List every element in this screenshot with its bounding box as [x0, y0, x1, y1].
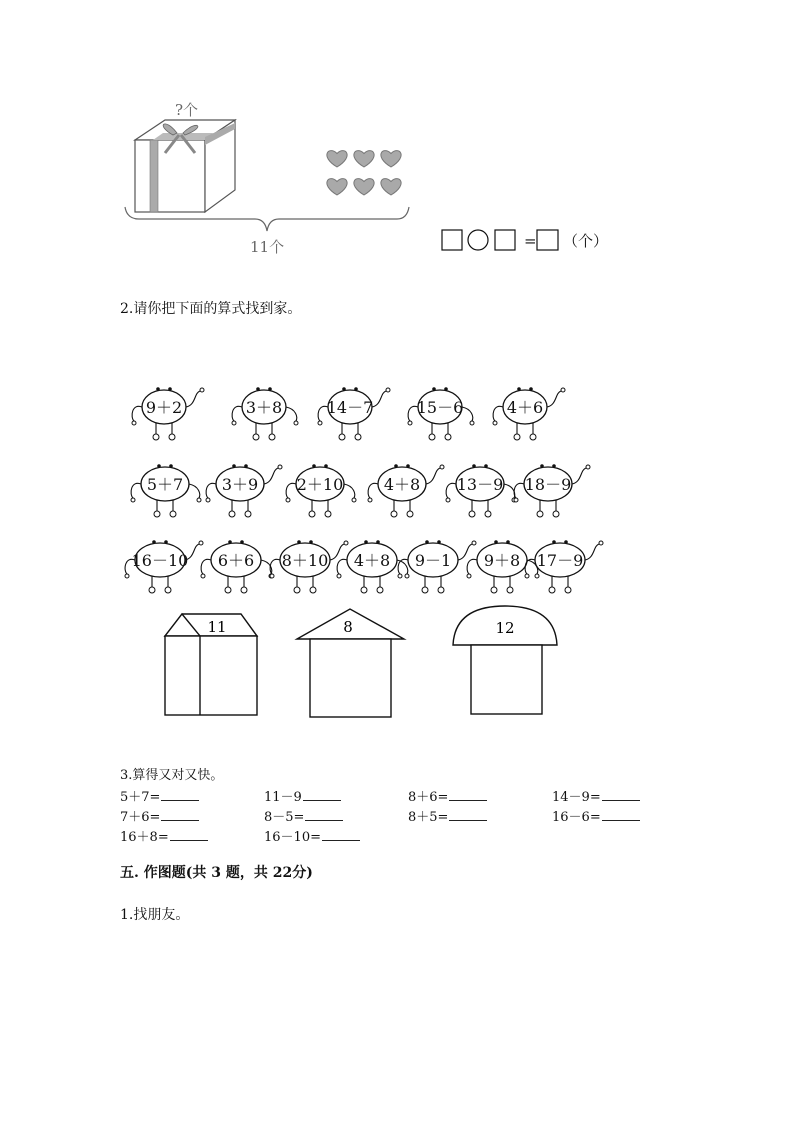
arith-item[interactable] [408, 786, 487, 805]
arith-expression: 8－5= [264, 810, 305, 825]
arith-expression: 16＋8= [120, 830, 169, 845]
arith-expression: 8＋6= [408, 790, 449, 805]
arith-item[interactable] [120, 826, 208, 845]
bug-expression: 4＋6 [506, 398, 544, 417]
bug-card[interactable] [286, 464, 356, 517]
arith-expression: 16－6= [552, 810, 601, 825]
answer-blank[interactable] [449, 788, 487, 801]
house-11-label: 11 [207, 618, 227, 636]
arith-expression: 8＋5= [408, 810, 449, 825]
bug-card[interactable] [398, 540, 476, 593]
arith-item[interactable] [408, 806, 487, 825]
bug-card[interactable] [132, 387, 204, 440]
arith-item[interactable] [264, 786, 341, 805]
bug-card[interactable] [232, 387, 298, 440]
bug-card[interactable] [125, 540, 203, 593]
arith-item[interactable] [552, 786, 640, 805]
bug-card[interactable] [493, 387, 565, 440]
heart-icon [327, 151, 347, 167]
answer-blank[interactable] [303, 788, 341, 801]
bug-expression: 13－9 [456, 475, 504, 494]
bug-card[interactable] [201, 540, 273, 593]
bug-card[interactable] [318, 387, 390, 440]
arith-item[interactable] [264, 826, 360, 845]
heart-icon [381, 151, 401, 167]
bugs-and-houses-figure [0, 370, 794, 720]
question-5-1-title: 1.找朋友。 [120, 907, 190, 923]
answer-box-2[interactable] [495, 230, 515, 250]
arith-row-3 [120, 826, 680, 844]
arith-item[interactable] [120, 786, 199, 805]
answer-box-3[interactable] [537, 230, 558, 250]
house-12-label: 12 [495, 619, 515, 637]
bug-expression: 9－1 [414, 551, 452, 570]
bug-expression: 9＋2 [145, 398, 183, 417]
bug-card[interactable] [206, 464, 282, 517]
bug-card[interactable] [270, 540, 348, 593]
bug-expression: 4＋8 [353, 551, 391, 570]
bug-expression: 18－9 [524, 475, 572, 494]
hearts-group [327, 151, 401, 195]
house-11[interactable] [165, 614, 257, 715]
heart-icon [381, 179, 401, 195]
arith-expression: 16－10= [264, 830, 321, 845]
unit-label: （个） [563, 232, 609, 250]
bug-expression: 16－10 [131, 551, 189, 570]
bug-expression: 14－7 [326, 398, 374, 417]
answer-blank[interactable] [170, 828, 208, 841]
unknown-count-label: ?个 [175, 101, 199, 119]
house-8-label: 8 [343, 618, 353, 636]
answer-blank[interactable] [602, 788, 640, 801]
question-2-title: 2.请你把下面的算式找到家。 [120, 301, 302, 317]
answer-blank[interactable] [449, 808, 487, 821]
arith-expression: 5＋7= [120, 790, 161, 805]
total-count-label: 11个 [250, 238, 285, 256]
bug-expression: 3＋8 [245, 398, 283, 417]
bug-expression: 4＋8 [383, 475, 421, 494]
bug-expression: 2＋10 [296, 475, 344, 494]
arith-item[interactable] [552, 806, 640, 825]
gift-hearts-figure [115, 95, 675, 265]
bug-expression: 5＋7 [146, 475, 184, 494]
equals-sign: = [524, 232, 537, 250]
heart-icon [354, 179, 374, 195]
bug-card[interactable] [446, 464, 516, 517]
arith-expression: 14－9= [552, 790, 601, 805]
gift-box-icon [135, 120, 235, 212]
bug-card[interactable] [514, 464, 590, 517]
bug-card[interactable] [368, 464, 444, 517]
house-12[interactable] [453, 606, 557, 714]
arith-expression: 7＋6= [120, 810, 161, 825]
heart-icon [354, 151, 374, 167]
section-5-title: 五. 作图题(共 3 题，共 22分) [120, 865, 313, 881]
bug-expression: 3＋9 [221, 475, 259, 494]
bug-card[interactable] [408, 387, 474, 440]
arith-row-1 [120, 786, 680, 804]
bugs-layer [125, 387, 603, 593]
bug-card[interactable] [131, 464, 201, 517]
arith-expression: 11－9 [264, 790, 302, 805]
arith-row-2 [120, 806, 680, 824]
bug-expression: 6＋6 [217, 551, 255, 570]
bug-expression: 9＋8 [483, 551, 521, 570]
answer-blank[interactable] [161, 808, 199, 821]
house-8[interactable] [297, 609, 404, 717]
answer-blank[interactable] [322, 828, 360, 841]
heart-icon [327, 179, 347, 195]
answer-blank[interactable] [602, 808, 640, 821]
operator-circle[interactable] [468, 230, 488, 250]
arith-item[interactable] [264, 806, 343, 825]
bug-card[interactable] [467, 540, 539, 593]
question-3-title: 3.算得又对又快。 [120, 768, 224, 783]
bug-expression: 15－6 [416, 398, 464, 417]
answer-blank[interactable] [161, 788, 199, 801]
arith-item[interactable] [120, 806, 199, 825]
answer-blank[interactable] [305, 808, 343, 821]
bug-expression: 8＋10 [281, 551, 329, 570]
bug-expression: 17－9 [536, 551, 584, 570]
bug-card[interactable] [525, 540, 603, 593]
answer-box-1[interactable] [442, 230, 462, 250]
